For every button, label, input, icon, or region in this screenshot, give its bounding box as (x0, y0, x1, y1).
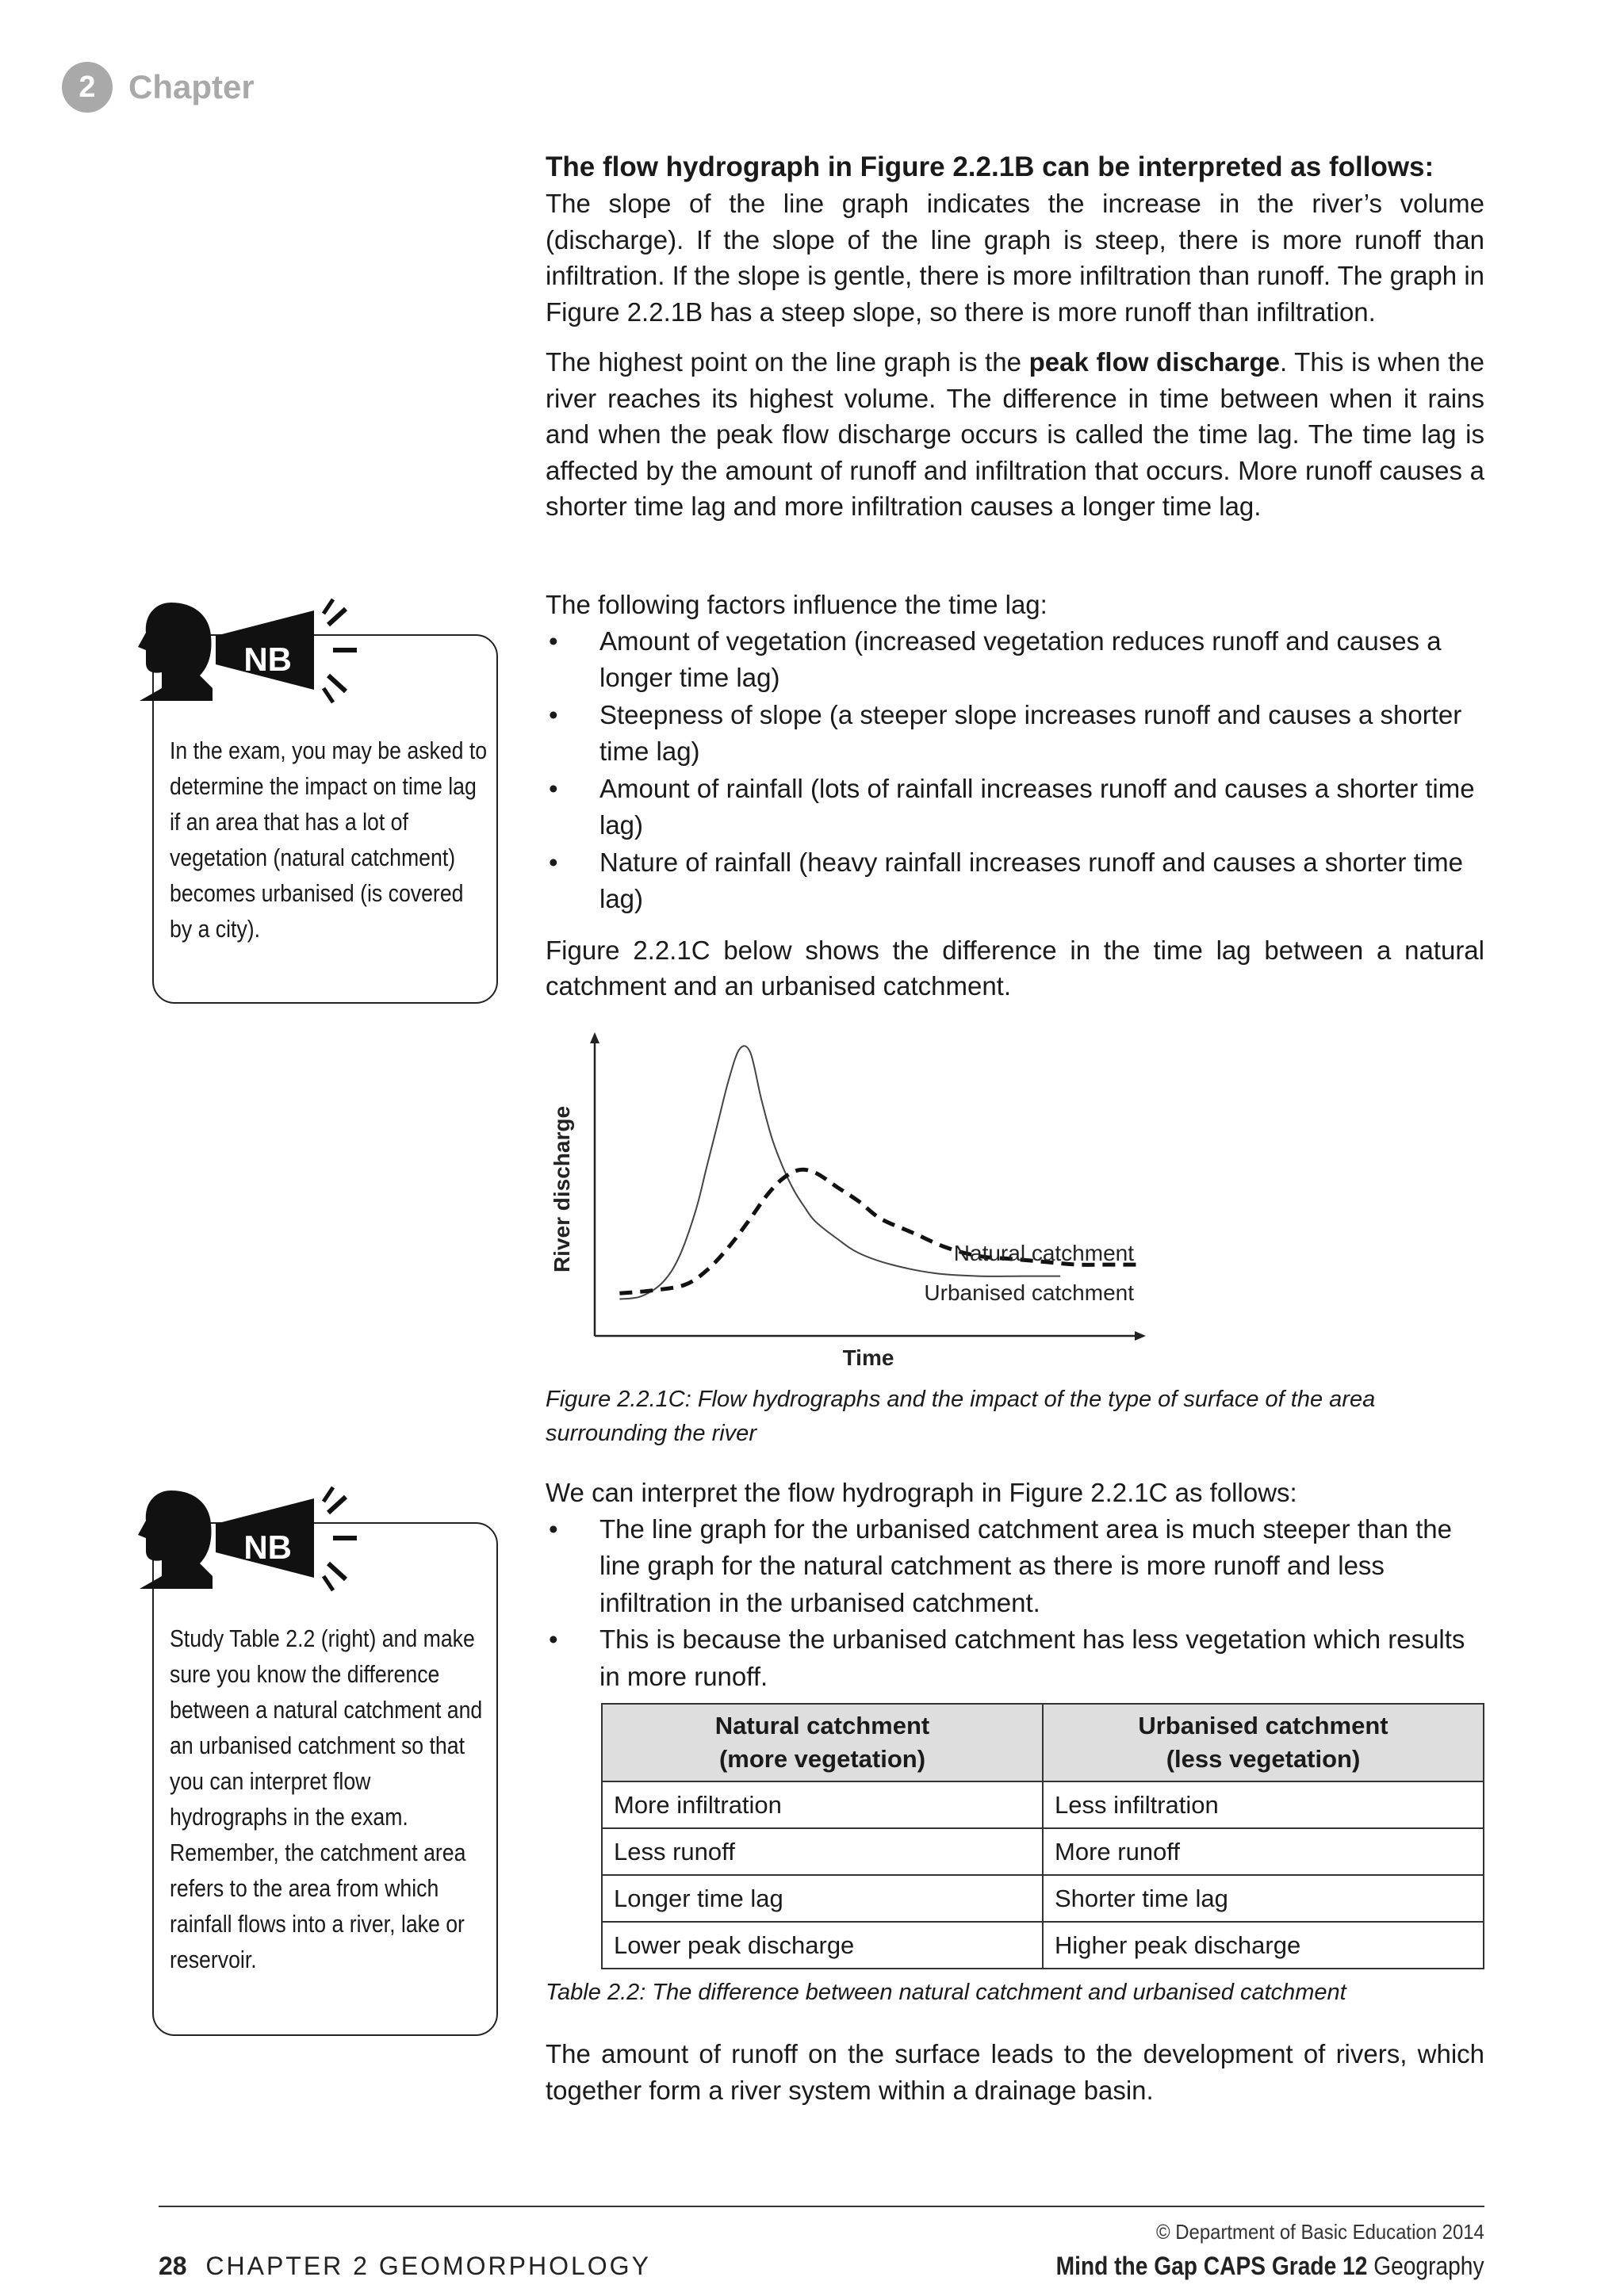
header-title: Urbanised catchment (1138, 1712, 1388, 1739)
table-header-row (602, 1704, 1484, 1781)
bullet-icon: • (549, 847, 558, 877)
factors-intro: The following factors influence the time lag: (546, 590, 1048, 619)
list-item (546, 1621, 1484, 1695)
list-item-text: Steepness of slope (a steeper slope increases runoff and causes a shorter time lag) (599, 699, 1462, 766)
list-item-text: The line graph for the urbanised catchment area is much steeper than the line graph for the natural catchment as there is more runoff and less infiltration in the urbanised catchment. (599, 1513, 1452, 1617)
list-item (546, 1511, 1484, 1622)
footer-book-title (1056, 2252, 1484, 2281)
megaphone-icon (133, 1479, 371, 1598)
table-cell: Less runoff (602, 1828, 1043, 1875)
chapter-tab (62, 62, 255, 113)
x-axis-label: Time (842, 1345, 894, 1370)
hydrograph-chart (539, 1023, 1189, 1380)
header-subtitle: (less vegetation) (1166, 1745, 1361, 1773)
table-cell: Shorter time lag (1043, 1875, 1484, 1922)
header-subtitle: (more vegetation) (718, 1745, 926, 1773)
list-item (546, 623, 1484, 697)
legend-urbanised-catchment: Urbanised catchment (924, 1280, 1134, 1305)
table-row (602, 1828, 1484, 1875)
comparison-table (601, 1703, 1484, 1969)
table-row (602, 1922, 1484, 1969)
copyright-notice: © Department of Basic Education 2014 (1156, 2220, 1484, 2244)
bullet-icon: • (549, 1624, 558, 1654)
table-row (602, 1781, 1484, 1828)
y-axis-arrow-icon (590, 1032, 599, 1043)
nb-callout-text: In the exam, you may be asked to determine the impact on time lag if an area that has a lot of vegetation (natural catchment) becomes urbanised (is covered by a city). (170, 737, 488, 943)
y-axis-label: River discharge (550, 1105, 574, 1273)
legend-natural-catchment: Natural catchment (953, 1241, 1134, 1265)
list-item-text: This is because the urbanised catchment has less vegetation which results in more runoff. (599, 1624, 1465, 1691)
paragraph-slope: The slope of the line graph indicates the increase in the river’s volume (discharge). If the slope of the line graph is steep, there is more runoff than infiltration. If the slope is gentle, there is more infiltration than runoff. The graph in Figure 2.2.1B has a steep slope, so there is more runoff than infiltration. (546, 189, 1484, 327)
table-cell: Lower peak discharge (602, 1922, 1043, 1969)
book-title: Mind the Gap CAPS Grade 12 (1056, 2252, 1368, 2280)
table-caption: Table 2.2: The difference between natural catchment and urbanised catchment (546, 1980, 1346, 2005)
interpretation-intro: We can interpret the flow hydrograph in Figure 2.2.1C as follows: (546, 1478, 1297, 1507)
bullet-icon: • (549, 773, 558, 803)
chapter-number-badge: 2 (62, 62, 113, 113)
nb-callout-text: Study Table 2.2 (right) and make sure you know the difference between a natural catchment and an urbanised catchment so that you can interpret flow hydrographs in the exam. Remember, the catchment area refers to the area from which rainfall flows into a river, lake or reservoir. (170, 1624, 483, 1973)
megaphone-icon (133, 591, 371, 710)
footer-chapter (159, 2252, 651, 2281)
paragraph-peak-flow (546, 344, 1484, 525)
nb-label: NB (243, 1529, 292, 1566)
footer-chapter-title: CHAPTER 2 GEOMORPHOLOGY (205, 2252, 651, 2280)
book-subject: Geography (1373, 2252, 1484, 2280)
header-title: Natural catchment (714, 1712, 930, 1739)
list-item-text: Amount of rainfall (lots of rainfall increases runoff and causes a shorter time lag) (599, 773, 1475, 840)
bullet-icon: • (549, 699, 558, 729)
nb-label: NB (243, 641, 292, 678)
section-hydrograph-interpretation (546, 149, 1484, 525)
peak-flow-term: peak flow discharge (1028, 347, 1280, 377)
section-time-lag-factors (546, 587, 1484, 1004)
interpretation-list (546, 1511, 1484, 1696)
factors-list (546, 623, 1484, 918)
list-item (546, 697, 1484, 771)
list-item (546, 771, 1484, 844)
closing-section (546, 2036, 1484, 2108)
page-number: 28 (159, 2252, 187, 2280)
table-row (602, 1875, 1484, 1922)
footer-divider (159, 2206, 1484, 2207)
table-cell: More runoff (1043, 1828, 1484, 1875)
peak-flow-text-after: . This is when the river reaches its highest volume. The difference in time between when it rains and when the peak flow discharge occurs is called the time lag. The time lag is affected by the amount of runoff and infiltration that occurs. More runoff causes a shorter time lag and more infiltration causes a longer time lag. (546, 347, 1485, 521)
list-item-text: Amount of vegetation (increased vegetation reduces runoff and causes a longer time lag) (599, 626, 1442, 692)
closing-paragraph: The amount of runoff on the surface leads to the development of rivers, which together form a river system within a drainage basin. (546, 2039, 1484, 2105)
table-cell: More infiltration (602, 1781, 1043, 1828)
table-header-urbanised (1043, 1704, 1484, 1781)
table-cell: Less infiltration (1043, 1781, 1484, 1828)
section-figure-interpretation (546, 1475, 1484, 1695)
section-heading: The flow hydrograph in Figure 2.2.1B can be interpreted as follows: (546, 151, 1434, 182)
bullet-icon: • (549, 1513, 558, 1544)
list-item-text: Nature of rainfall (heavy rainfall increases runoff and causes a shorter time lag) (599, 847, 1463, 913)
table-cell: Higher peak discharge (1043, 1922, 1484, 1969)
figure-intro: Figure 2.2.1C below shows the difference in the time lag between a natural catchment and an urbanised catchment. (546, 935, 1484, 1001)
series-line-natural (619, 1169, 1142, 1293)
list-item (546, 844, 1484, 918)
x-axis-arrow-icon (1135, 1331, 1146, 1341)
peak-flow-text-before: The highest point on the line graph is the (546, 347, 1029, 377)
table-cell: Longer time lag (602, 1875, 1043, 1922)
figure-caption: Figure 2.2.1C: Flow hydrographs and the impact of the type of surface of the area surrounding the river (546, 1387, 1376, 1446)
bullet-icon: • (549, 626, 558, 656)
chapter-label: Chapter (128, 68, 255, 105)
table-header-natural (602, 1704, 1043, 1781)
